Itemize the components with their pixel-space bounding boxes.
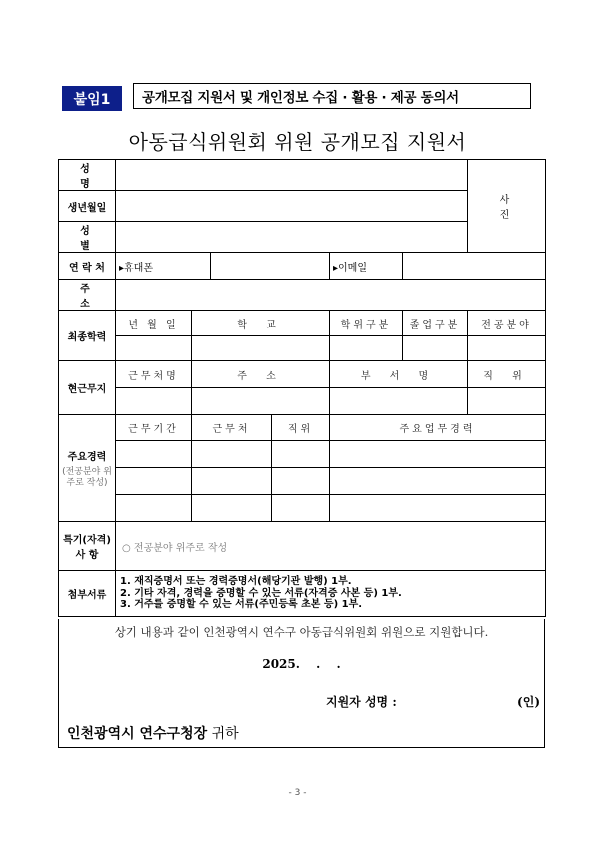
job-position-field[interactable] (468, 388, 546, 415)
application-date[interactable]: 2025. . . (262, 657, 341, 671)
pledge-text: 상기 내용과 같이 인천광역시 연수구 아동급식위원회 위원으로 지원합니다. (114, 625, 489, 639)
job-dept-field[interactable] (330, 388, 468, 415)
job-dept-header: 부 서 명 (330, 361, 468, 388)
declaration-section (58, 619, 545, 748)
career-duties-header: 주요업무경력 (330, 415, 546, 441)
birthdate-field[interactable] (116, 191, 468, 222)
edu-date-header: 년 월 일 (116, 311, 192, 336)
email-field[interactable] (403, 253, 546, 280)
name-field[interactable] (116, 160, 468, 191)
edu-date-field[interactable] (116, 336, 192, 361)
career-period-field[interactable] (116, 441, 192, 468)
gender-field[interactable] (116, 222, 468, 253)
career-title: 주요경력 (67, 451, 107, 463)
attachment-item: 3. 거주를 증명할 수 있는 서류(주민등록 초본 등) 1부. (120, 599, 363, 611)
job-position-header: 직 위 (468, 361, 546, 388)
photo-box[interactable]: 사 진 (468, 160, 546, 253)
job-name-field[interactable] (116, 388, 192, 415)
education-label: 최종학력 (59, 311, 116, 361)
career-company-field[interactable] (192, 441, 272, 468)
career-duties-field[interactable] (330, 468, 546, 495)
job-address-header: 주 소 (192, 361, 330, 388)
edu-major-header: 전공분야 (468, 311, 546, 336)
gender-label: 성 별 (59, 222, 116, 253)
job-address-field[interactable] (192, 388, 330, 415)
address-label: 주 소 (59, 280, 116, 311)
attachment-item: 1. 재직증명서 또는 경력증명서(해당기관 발행) 1부. (120, 576, 352, 588)
career-position-field[interactable] (272, 495, 330, 522)
page-number: - 3 - (288, 788, 307, 798)
recipient-suffix: 귀하 (207, 726, 239, 742)
career-period-field[interactable] (116, 495, 192, 522)
attachment-badge: 붙임1 (62, 86, 122, 111)
career-duties-field[interactable] (330, 495, 546, 522)
recipient (67, 723, 239, 743)
career-duties-field[interactable] (330, 441, 546, 468)
edu-degree-field[interactable] (330, 336, 403, 361)
signature-label: 지원자 성명 : (326, 695, 397, 709)
document-heading: 공개모집 지원서 및 개인정보 수집 · 활용 · 제공 동의서 (133, 83, 531, 109)
career-position-header: 직위 (272, 415, 330, 441)
edu-major-field[interactable] (468, 336, 546, 361)
special-field[interactable]: ○ 전공분야 위주로 작성 (116, 522, 546, 571)
form-title: 아동급식위원회 위원 공개모집 지원서 (128, 130, 467, 154)
career-period-header: 근무기간 (116, 415, 192, 441)
seal-mark[interactable]: (인) (517, 695, 540, 709)
job-name-header: 근무처명 (116, 361, 192, 388)
special-label: 특기(자격) 사 항 (59, 522, 116, 571)
phone-field[interactable] (211, 253, 330, 280)
attachments-label: 첨부서류 (59, 571, 116, 617)
career-company-header: 근무처 (192, 415, 272, 441)
name-label: 성 명 (59, 160, 116, 191)
attachment-item: 2. 기타 자격, 경력을 증명할 수 있는 서류(자격증 사본 등) 1부. (120, 587, 402, 599)
edu-graduation-field[interactable] (403, 336, 468, 361)
edu-school-header: 학 교 (192, 311, 330, 336)
career-label (59, 415, 116, 522)
career-period-field[interactable] (116, 468, 192, 495)
edu-school-field[interactable] (192, 336, 330, 361)
recipient-name: 인천광역시 연수구청장 (67, 726, 208, 742)
career-position-field[interactable] (272, 468, 330, 495)
attachments-list (116, 571, 546, 617)
career-subtitle: (전공분야 위주로 작성) (62, 466, 112, 488)
email-label: ▸이메일 (330, 253, 403, 280)
edu-graduation-header: 졸업구분 (403, 311, 468, 336)
phone-label: ▸휴대폰 (116, 253, 211, 280)
birthdate-label: 생년월일 (59, 191, 116, 222)
career-position-field[interactable] (272, 441, 330, 468)
contact-label: 연 락 처 (59, 253, 116, 280)
address-field[interactable] (116, 280, 546, 311)
application-form (58, 159, 546, 617)
edu-degree-header: 학위구분 (330, 311, 403, 336)
career-company-field[interactable] (192, 495, 272, 522)
career-company-field[interactable] (192, 468, 272, 495)
current-job-label: 현근무지 (59, 361, 116, 415)
